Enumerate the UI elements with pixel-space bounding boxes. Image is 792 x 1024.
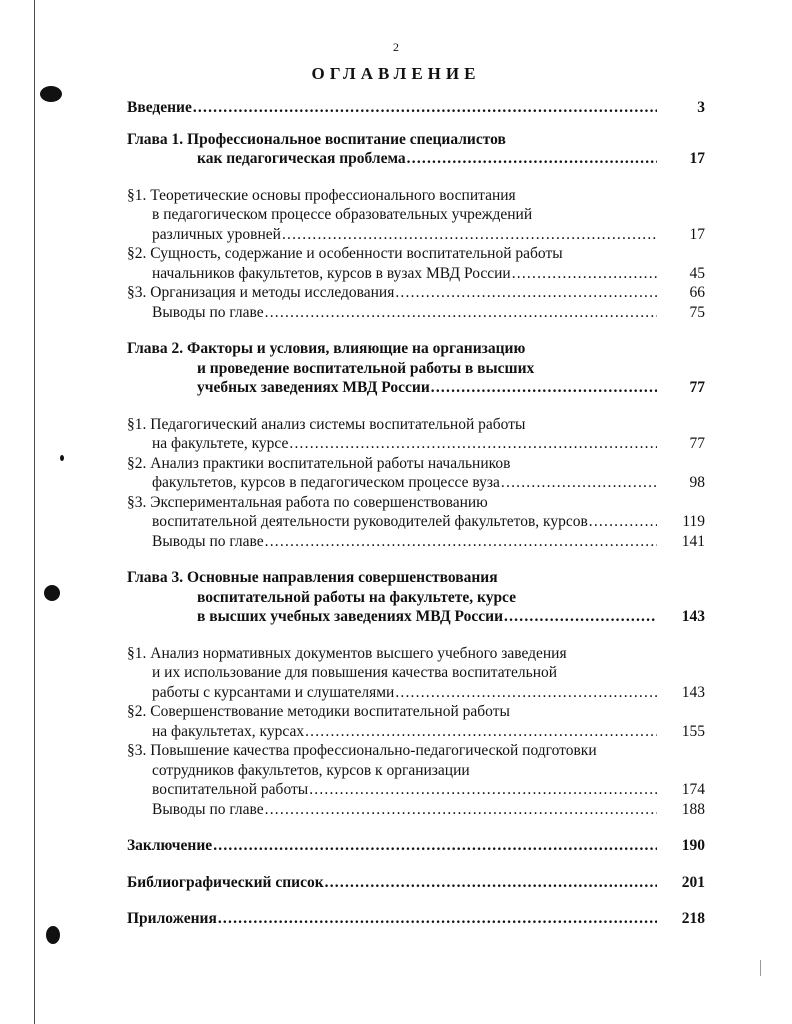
- leader-dots: [193, 98, 657, 118]
- toc-section-2-conclusions[interactable]: Выводы по главе ..... 141: [127, 532, 705, 552]
- scan-blot: [40, 86, 62, 102]
- toc-entry-introduction[interactable]: [127, 98, 705, 118]
- page-ref: 201: [681, 873, 705, 891]
- page-ref: 218: [681, 910, 705, 927]
- toc-entry-appendices[interactable]: Приложения ..... 218: [127, 909, 705, 929]
- toc-chapter-2-title[interactable]: Глава 2. Факторы и условия, влияющие на организацию: [127, 340, 526, 357]
- table-of-contents: Введение ..... 3 Глава 1. Профессиональное воспитание специалистов как педагогическая проблема ..... 17 §1. Теоретические основы профессионального воспитания в педагогическом процессе образовательных учреждений различных уровней ..... 17 §2. Сущность, содержание и особенности воспитательной работы начальников факультетов, курсов в вузах МВД России ..... 45 §3. Организация и методы исследования ..... 66 Выводы по главе ..... 75 Глава 2. Факторы и условия, влияющие на организацию и проведение воспитательной работы в высших учебных заведениях МВД России ..... 77 §1. Педагогический анализ системы воспитательной работы на факультете, курсе ..... 77 §2. Анализ практики воспитательной работы начальников факультетов, курсов в педагогическом процессе вуза ..... 98 §3. Экспериментальная работа по совершенствованию воспитательной деятельности руководителей факультетов, курсов ..... 119 Выводы по главе ..... 141 Глава 3. Основные направления совершенствования воспитательной работы на факультете, курсе в высших учебных заведениях МВД России ..... 143 §1. Анализ нормативных документов высшего учебного заведения и их использование для повышения качества воспитательной работы с курсантами и слушателями ..... 143 §2. Совершенствование методики воспитательной работы на факультетах, курсах ..... 155 §3. Повышение качества профессионально-педагогической подготовки сотрудников факультетов, курсов к организации воспитательной работы ..... 174 Выводы по главе ..... 188 Заключение ..... 190 Библиографический список ..... 201 Приложения ..... 218: [127, 98, 705, 929]
- toc-section-1-2[interactable]: §2. Сущность, содержание и особенности воспитательной работы: [127, 245, 563, 262]
- page-ref: 190: [681, 837, 705, 854]
- toc-chapter-1-title[interactable]: Глава 1. Профессиональное воспитание специалистов: [127, 130, 506, 148]
- scan-edge-line: [34, 0, 35, 1024]
- scan-blot: [46, 926, 60, 944]
- toc-section-2-2[interactable]: §2. Анализ практики воспитательной работы начальников: [127, 454, 511, 472]
- entry-label: Введение: [127, 99, 192, 116]
- page-ref: 143: [681, 608, 705, 625]
- page-ref: 77: [689, 379, 705, 396]
- page-number: 2: [393, 40, 399, 54]
- toc-chapter-1-title-end[interactable]: как педагогическая проблема ..... 17: [127, 149, 705, 169]
- page-ref: 3: [697, 99, 705, 116]
- toc-section-2-3[interactable]: §3. Экспериментальная работа по совершенствованию: [127, 493, 488, 511]
- toc-section-1-3[interactable]: §3. Организация и методы исследования ..... 66: [127, 283, 705, 303]
- toc-entry-bibliography[interactable]: Библиографический список ..... 201: [127, 873, 705, 893]
- toc-chapter-3-title[interactable]: Глава 3. Основные направления совершенствования: [127, 569, 498, 586]
- toc-section-2-1[interactable]: §1. Педагогический анализ системы воспитательной работы: [127, 415, 526, 433]
- toc-section-1-conclusions[interactable]: Выводы по главе ..... 75: [127, 303, 705, 323]
- leader-dots: [407, 149, 657, 169]
- toc-section-3-3[interactable]: §3. Повышение качества профессионально-педагогической подготовки: [127, 742, 597, 759]
- toc-entry-conclusion[interactable]: Заключение ..... 190: [127, 836, 705, 856]
- scan-speck: [60, 455, 64, 461]
- scan-mark: [760, 960, 761, 976]
- toc-section-3-conclusions[interactable]: Выводы по главе ..... 188: [127, 800, 705, 820]
- page-ref: 17: [689, 150, 705, 167]
- scan-blot: [44, 585, 60, 601]
- toc-section-3-2[interactable]: §2. Совершенствование методики воспитательной работы: [127, 703, 510, 720]
- toc-section-1-1[interactable]: §1. Теоретические основы профессионального воспитания: [127, 186, 516, 204]
- toc-section-3-1[interactable]: §1. Анализ нормативных документов высшего учебного заведения: [127, 644, 567, 662]
- toc-title: ОГЛАВЛЕНИЕ: [311, 64, 481, 83]
